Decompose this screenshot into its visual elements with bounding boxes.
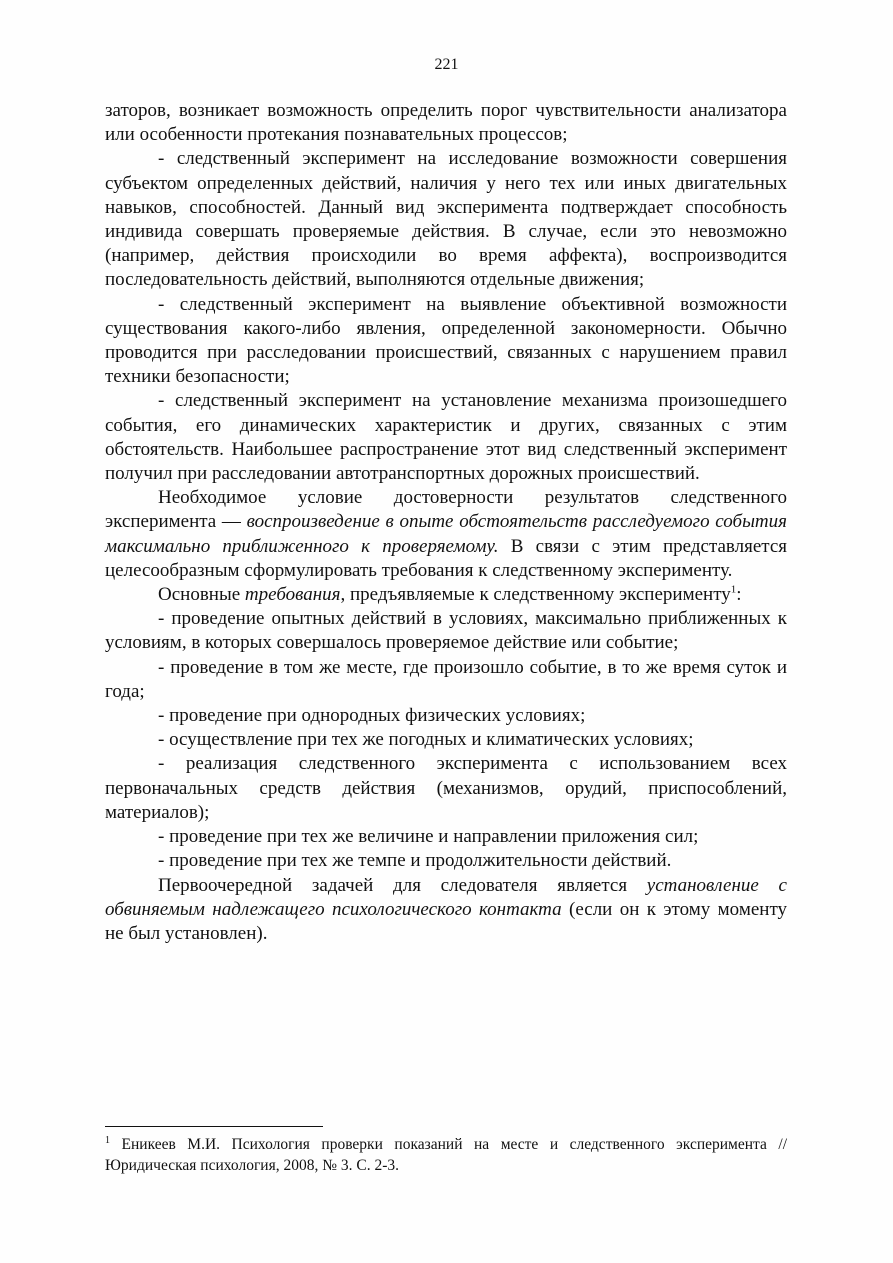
paragraph-list-item: - проведение опытных действий в условиях, максимально приближенных к условиям, в которых совершалось проверяемое действие или событие; bbox=[105, 608, 787, 654]
emphasis-text: требования bbox=[244, 584, 341, 606]
paragraph-list-item: - проведение при тех же темпе и продолжительности действий. bbox=[158, 850, 672, 872]
footnote-separator bbox=[105, 1126, 323, 1127]
body-text bbox=[105, 99, 787, 946]
paragraph-list-item: - реализация следственного эксперимента с использованием всех первоначальных средств действия (механизмов, орудий, приспособлений, материалов); bbox=[105, 753, 787, 823]
emphasis-text: установление с обвиняемым надлежащего психологического контакта bbox=[105, 874, 787, 920]
emphasis-text: воспроизведение в опыте обстоятельств расследуемого события максимально приближенного к проверяемому. bbox=[105, 511, 787, 557]
paragraph-list-item: - осуществление при тех же погодных и климатических условиях; bbox=[158, 729, 694, 751]
paragraph-requirements-intro bbox=[105, 583, 787, 607]
footnote-reference[interactable]: 1 bbox=[730, 583, 737, 596]
paragraph-list-item: - следственный эксперимент на выявление объективной возможности существования какого-либо явления, определенной закономерности. Обычно проводится при расследовании происшествий, связанных с нарушением правил техники безопасности; bbox=[105, 293, 787, 388]
paragraph-list-item: - проведение при однородных физических условиях; bbox=[158, 705, 586, 727]
paragraph-reliability-condition bbox=[105, 486, 787, 583]
text-run: , предъявляемые к следственному эксперименту bbox=[340, 584, 731, 606]
text-run: (если он к этому моменту не был установлен). bbox=[105, 898, 787, 944]
page-number: 221 bbox=[434, 56, 459, 73]
text-run: Первоочередной задачей для следователя является bbox=[158, 874, 647, 896]
footnote-text: Еникеев М.И. Психология проверки показаний на месте и следственного эксперимента // Юридическая психология, 2008, № 3. С. 2-3. bbox=[105, 1136, 787, 1174]
text-run: Основные bbox=[158, 584, 245, 606]
paragraph-list-item: - проведение при тех же величине и направлении приложения сил; bbox=[158, 826, 699, 848]
paragraph-list-item: - следственный эксперимент на установление механизма произошедшего события, его динамических характеристик и других, связанных с этим обстоятельств. Наибольшее распространение этот вид следственный эксперимент получил при расследовании автотранспортных дорожных происшествий. bbox=[105, 390, 787, 485]
paragraph-continuation: заторов, возникает возможность определить порог чувствительности анализатора или особенности протекания познавательных процессов; bbox=[105, 100, 787, 146]
footnote-mark: 1 bbox=[105, 1134, 110, 1146]
text-run: : bbox=[736, 584, 742, 606]
paragraph-list-item: - проведение в том же месте, где произошло событие, в то же время суток и года; bbox=[105, 656, 787, 702]
paragraph-investigator-task bbox=[105, 874, 787, 947]
paragraph-list-item: - следственный эксперимент на исследование возможности совершения субъектом определенных действий, наличия у него тех или иных двигательных навыков, способностей. Данный вид эксперимента подтверждает способность индивида совершать проверяемые действия. В случае, если это невозможно (например, действия происходили во время аффекта), воспроизводится последовательность действий, выполняются отдельные движения; bbox=[105, 148, 787, 291]
text-run: Необходимое условие достоверности результатов следственного эксперимента — bbox=[105, 487, 787, 533]
footnote bbox=[105, 1134, 787, 1176]
text-run: В связи с этим представляется целесообразным сформулировать требования к следственному эксперименту. bbox=[105, 535, 787, 581]
